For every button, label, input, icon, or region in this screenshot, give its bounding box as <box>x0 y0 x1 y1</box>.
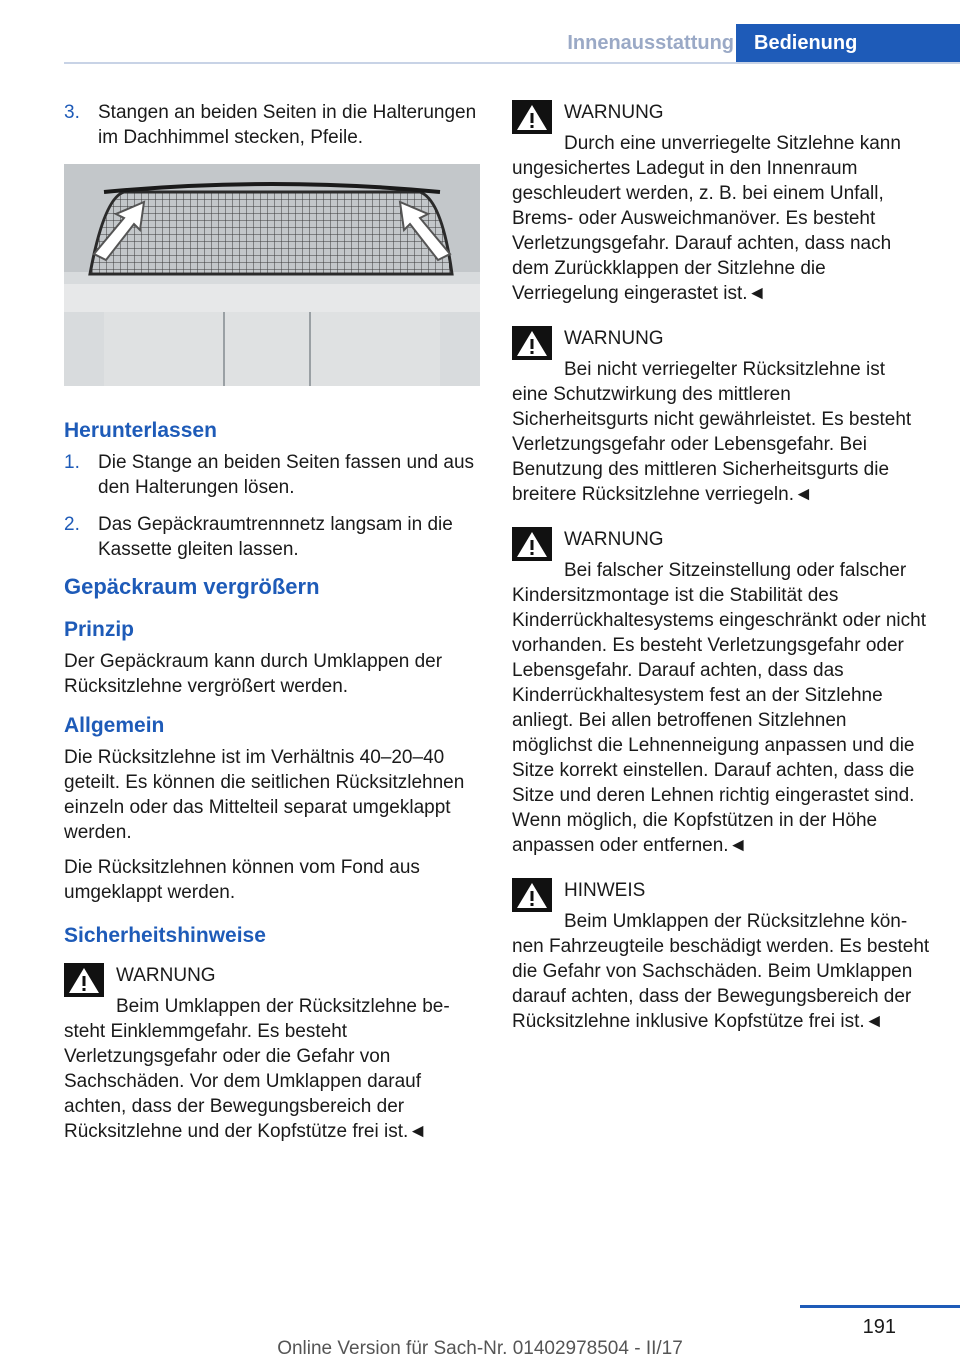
header-section: Innenausstattung <box>567 32 734 54</box>
header-divider <box>64 62 960 64</box>
warning-text-first: Bei nicht verriegelter Rücksitzlehne ist <box>564 359 886 380</box>
step-item <box>64 450 480 500</box>
warning-label: WARNUNG <box>564 102 664 123</box>
prinzip-text: Der Gepäckraum kann durch Umklappen der Rücksitzlehne vergrößert werden. <box>64 651 443 697</box>
allgemein-text-2: Die Rücksitzlehnen können vom Fond aus umgeklappt werden. <box>64 857 420 903</box>
step-text: Das Gepäckraumtrennnetz langsam in die Kassette gleiten lassen. <box>98 514 453 560</box>
warning-text: eine Schutzwirkung des mittleren Sicherheitsgurts nicht gewährleistet. Es besteht Verletzungsgefahr oder Lebensgefahr. Bei Benutzung des mittleren Sicherheitsgurts die breitere Rücksitzlehne verriegeln.◄ <box>512 384 912 505</box>
left-column <box>64 100 480 1164</box>
warning-text: steht Einklemmgefahr. Es besteht Verletzungsgefahr oder die Gefahr von Sachschäden. Vor dem Umklappen darauf achten, dass der Bewegungsbereich der Rücksitzlehne und der Kopfstütze frei ist.◄ <box>64 1021 428 1142</box>
cargo-net-illustration <box>64 164 480 386</box>
sicherheit-heading: Sicherheitshinweise <box>64 924 266 947</box>
warning-label: WARNUNG <box>116 965 216 986</box>
section-heading: Gepäckraum vergrößern <box>64 574 320 599</box>
warning-text: ungesichertes Ladegut in den Innenraum geschleudert werden, z. B. bei einem Unfall, Brems- oder Ausweichmanöver. Es besteht Verletzungsgefahr. Darauf achten, dass nach dem Zurückklappen der Sitzlehne die Verriegelung eingerastet ist.◄ <box>512 158 892 304</box>
herunterlassen-heading: Herunterlassen <box>64 419 217 442</box>
notice-text: nen Fahrzeugteile beschädigt werden. Es besteht die Gefahr von Sachschäden. Beim Umklappen darauf achten, dass der Bewegungsbereich der Rücksitzlehne inklusive Kopfstütze frei ist.◄ <box>512 936 930 1032</box>
notice-block <box>512 878 932 1034</box>
allgemein-heading: Allgemein <box>64 714 165 737</box>
footer-text: Online Version für Sach-Nr. 01402978504 - II/17 <box>277 1338 683 1359</box>
warning-block <box>512 326 932 507</box>
warning-label: WARNUNG <box>564 529 664 550</box>
right-column <box>512 100 932 1054</box>
footer-divider <box>800 1305 960 1308</box>
notice-text-first: Beim Umklappen der Rücksitzlehne kön- <box>564 911 908 932</box>
step-number: 3. <box>64 102 80 123</box>
warning-triangle-icon <box>512 527 552 561</box>
warning-triangle-icon <box>512 326 552 360</box>
step-item <box>64 100 480 150</box>
warning-triangle-icon <box>64 963 104 997</box>
warning-block <box>512 100 932 306</box>
step-item <box>64 512 480 562</box>
notice-label: HINWEIS <box>564 880 646 901</box>
step-number: 1. <box>64 452 80 473</box>
cargo-net-figure <box>64 164 480 386</box>
allgemein-text-1: Die Rücksitzlehne ist im Verhältnis 40–20–40 geteilt. Es können die seitlichen Rücksitzlehnen einzeln oder das Mittelteil separat umgeklappt werden. <box>64 747 465 843</box>
warning-label: WARNUNG <box>564 328 664 349</box>
warning-triangle-icon <box>512 100 552 134</box>
warning-block <box>512 527 932 858</box>
step-number: 2. <box>64 514 80 535</box>
step-text: Die Stange an beiden Seiten fassen und aus den Halterungen lösen. <box>98 452 475 498</box>
prinzip-heading: Prinzip <box>64 618 135 641</box>
warning-text-first: Durch eine unverriegelte Sitzlehne kann <box>564 133 901 154</box>
step-text: Stangen an beiden Seiten in die Halterungen im Dachhimmel stecken, Pfeile. <box>98 102 477 148</box>
warning-text-first: Beim Umklappen der Rücksitzlehne be- <box>116 996 450 1017</box>
warning-block <box>64 963 480 1144</box>
warning-text-first: Bei falscher Sitzeinstellung oder falscher <box>564 560 907 581</box>
warning-text: Kindersitzmontage ist die Stabilität des Kinderrückhaltesystems eingeschränkt oder nicht vorhanden. Es besteht Verletzungsgefahr oder Lebensgefahr. Darauf achten, dass das Kinderrückhaltesystem fest an der Sitzlehne anliegt. Bei allen betroffenen Sitzlehnen möglichst die Lehnenneigung anpassen und die Sitze korrekt einstellen. Darauf achten, dass die Sitze und deren Lehnen richtig eingerastet sind. Wenn möglich, die Kopfstützen in der Höhe anpassen oder entfernen.◄ <box>512 585 926 856</box>
page-number: 191 <box>862 1316 896 1338</box>
header-chapter: Bedienung <box>736 24 960 62</box>
warning-triangle-icon <box>512 878 552 912</box>
